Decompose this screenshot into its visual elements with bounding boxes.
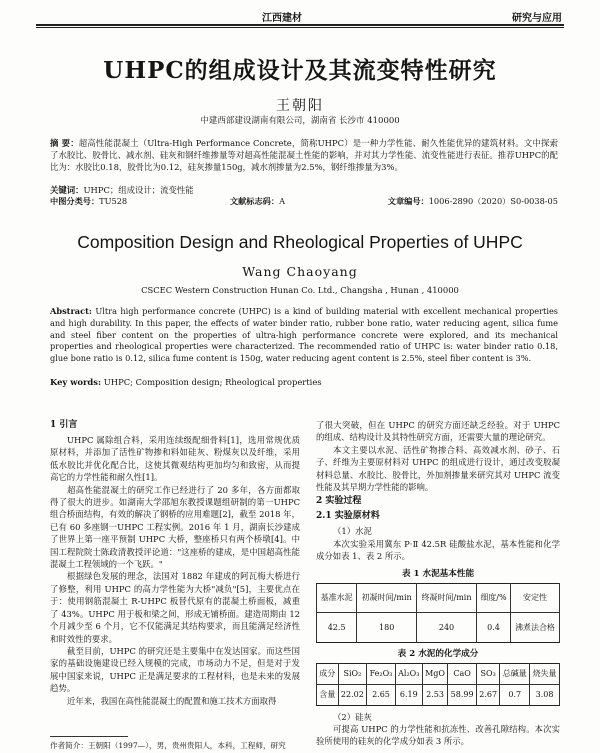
table-1-header: 基准水泥 [317, 583, 357, 613]
table-1-header: 初凝时间/min [357, 583, 417, 613]
author-footnote: 作者简介：王朝阳（1997—），男，贵州贵阳人，本科，工程师，研究 [50, 741, 286, 750]
table-2-cell: 0.7 [500, 684, 530, 705]
table-2-header: Fe₂O₃ [367, 663, 396, 684]
en-abstract [50, 306, 558, 365]
paragraph: 近年来，我国在高性能混凝土的配置和施工技术方面取得 [67, 695, 277, 706]
doc-code-label: 文献标志码： [229, 196, 280, 206]
table-2 [316, 663, 560, 706]
table-2-cell: 2.53 [422, 684, 448, 705]
paragraph: 本文主要以水泥、活性矿物掺合料、高效减水剂、砂子、石子、纤维为主要原材料对 UHPC 的组成进行设计，通过改变胶凝材料总量、水胶比、胶骨比，外加剂掺量来研究其对 UHPC 流变性能及其早期力学性能的影响。 [316, 444, 560, 493]
cn-affiliation: 中建西部建设湖南有限公司，湖南省 长沙市 410000 [200, 116, 400, 126]
clc [50, 196, 127, 207]
article-no-label: 文章编号： [387, 196, 429, 206]
table-1-cell: 沸煮法合格 [510, 613, 559, 643]
table-1-caption: 表 1 水泥基本性能 [401, 568, 475, 579]
table-2-header: 总碱量 [500, 663, 530, 684]
journal-name: 江西建材 [262, 13, 302, 24]
table-1-header: 安定性 [510, 583, 559, 613]
table-2-caption: 表 2 水泥的化学成分 [397, 648, 479, 659]
right-column [316, 419, 560, 748]
en-abstract-text: Ultra high performance concrete (UHPC) is a kind of building material with excellent mechanical properties and high durability. In this paper, the effects of water binder ratio, rubber bone ratio, water reducing agent, silica fume and steel fiber content on the properties of ultra-high performance concrete were explored, and its mechanical properties and rheological properties were characterized. The recommended ratio of UHPC is: water binder ratio 0.18, glue bone ratio is 0.12, silica fume content is 150g, water reducing agent content is 2.5%, steel fiber content is 3%. [50, 306, 558, 364]
table-2-header: 烧失量 [530, 663, 560, 684]
paragraph: 本次实验采用冀东 P·Ⅱ 42.5R 硅酸盐水泥，基本性能和化学成分如表 1、表 2 所示。 [316, 538, 560, 562]
table-2-header: CaO [448, 663, 477, 684]
table-1-cell: 42.5 [317, 613, 357, 643]
table-1 [316, 583, 560, 643]
table-1-cell: 240 [417, 613, 477, 643]
en-keywords-text: UHPC; Composition design; Rheological properties [103, 377, 322, 387]
paragraph: 了很大突破，但在 UHPC 的研究方面还缺乏经验。对于 UHPC 的组成、结构设计及其特性研究方面，还需要大量的理论研究。 [316, 420, 560, 443]
header-rule [36, 24, 564, 26]
table-2-header: SiO₂ [338, 663, 367, 684]
section-1-heading: 1 引言 [50, 420, 78, 430]
article-no-value: 1006-2890（2020）S0-0038-05 [428, 196, 558, 206]
paragraph: 超高性能混凝土的研究工作已经进行了 20 多年，各方面都取得了很大的进步。如湖南大学邵旭东教授课题组研制的第一UHPC 组合桥面结构，有效的解决了钢桥的应用难题[2]，截至 2018 年，已有 60 多座钢一UHPC 工程实例。2016 年 1 月，湖南长沙建成了世界上第一座平预制 UHPC 大桥，整座桥只有两个桥墩[4]。中国工程院院士陈政清教授评论道："这座桥的建成，是中国超高性能混凝土工程领域的一个飞跃。" [50, 484, 300, 570]
header-rule-thin [36, 27, 564, 28]
table-2-cell: 含量 [317, 684, 339, 705]
table-2-cell: 3.08 [530, 684, 560, 705]
section-2-heading: 2 实验过程 [316, 496, 362, 507]
table-2-cell: 6.19 [395, 684, 422, 705]
cn-keywords [50, 184, 558, 196]
table-2-header: SO₃ [476, 663, 499, 684]
paragraph: UHPC 属除组合料，采用连续级配细骨料[1]，选用常规优质原材料，并添加了活性矿物掺和料如硅灰、粉煤灰以及纤维，采用低水胶比并优化配合比，这使其微观结构更加均匀和致密，从而提高它的力学性能和耐久性[1]。 [50, 435, 300, 483]
en-author: Wang Chaoyang [242, 264, 358, 279]
cn-keywords-label: 关键词： [50, 185, 84, 195]
cn-author: 王朝阳 [276, 98, 324, 114]
doc-code-value: A [279, 196, 285, 206]
left-column [50, 419, 300, 707]
cn-keywords-text: UHPC；组成设计；流变性能 [83, 185, 194, 195]
cn-abstract-text: 超高性能混凝土（Ultra-High Performance Concrete，简称UHPC）是一种力学性能、耐久性能优异的建筑材料。文中探索了水胶比、胶骨比、减水剂、硅灰和钢纤维掺量等对超高性能混凝土性能的影响，并对其力学性能、流变性能进行表征。推荐UHPC的配比为：水胶比0.18，胶骨比为0.12，硅灰掺量150g，减水剂掺量为2.5%，钢纤维掺量为3%。 [50, 138, 558, 173]
en-keywords-label: Key words: [50, 377, 102, 387]
cn-abstract-label: 摘 要： [50, 138, 79, 148]
table-1-cell: 0.4 [476, 613, 510, 643]
paragraph: 可提高 UHPC 的力学性能和抗冻性、改善孔隙结构。本次实验所使用的硅灰的化学成分如表 3 所示。 [316, 724, 560, 747]
item-cement: （1）水泥 [333, 526, 372, 537]
clc-label: 中图分类号： [50, 196, 100, 206]
en-abstract-label: Abstract: [50, 306, 92, 316]
en-affiliation: CSCEC Western Construction Hunan Co. Ltd., Changsha , Hunan , 410000 [141, 285, 459, 295]
table-2-cell: 2.67 [476, 684, 499, 705]
en-keywords [50, 377, 558, 387]
table-2-header: Al₂O₃ [395, 663, 422, 684]
table-1-header: 终凝时间/min [417, 583, 477, 613]
table-1-cell: 180 [357, 613, 417, 643]
table-2-cell: 58.99 [448, 684, 477, 705]
section-2-1-heading: 2.1 实验原材料 [316, 511, 380, 522]
cn-abstract [50, 137, 558, 174]
paragraph: 根据绿色发展的理念，法国对 1882 年建成的阿瓦梅大桥进行了修整，利用 UHPC 的高力学性能为大桥"减负"[5]，主要优点在于：使用钢筋混凝土 R-UHPC 板替代原有的混凝土桥面板，减重了 43%。UHPC 用于板和梁之间，形成无铺桥面。建造周期由 12 个月减少至 6 个月，它不仅能满足其结构要求，而且能满足经济性和时效性的要求。 [50, 571, 300, 644]
paragraph: 截至目前，UHPC 的研究还是主要集中在发达国家。而这些国家的基础设施建设已经入规模的完成，市场动力不足，但是对于发展中国家来说，UHPC 正是满足要求的工程材料，也是未来的发展趋势。 [50, 645, 300, 694]
table-2-header: MgO [422, 663, 448, 684]
table-2-cell: 2.65 [367, 684, 396, 705]
article-no [388, 196, 558, 207]
en-title: Composition Design and Rheological Properties of UHPC [77, 232, 523, 252]
clc-value: TU528 [99, 196, 128, 206]
section-name: 研究与应用 [512, 13, 562, 24]
item-silica-fume: （2）硅灰 [333, 711, 372, 722]
table-2-cell: 22.02 [338, 684, 367, 705]
doc-code [230, 196, 285, 207]
footnote-rule [50, 736, 128, 737]
table-2-header: 成分 [317, 663, 339, 684]
cn-title: UHPC的组成设计及其流变特性研究 [103, 57, 497, 84]
article-meta [50, 196, 558, 207]
table-1-header: 细度/% [476, 583, 510, 613]
